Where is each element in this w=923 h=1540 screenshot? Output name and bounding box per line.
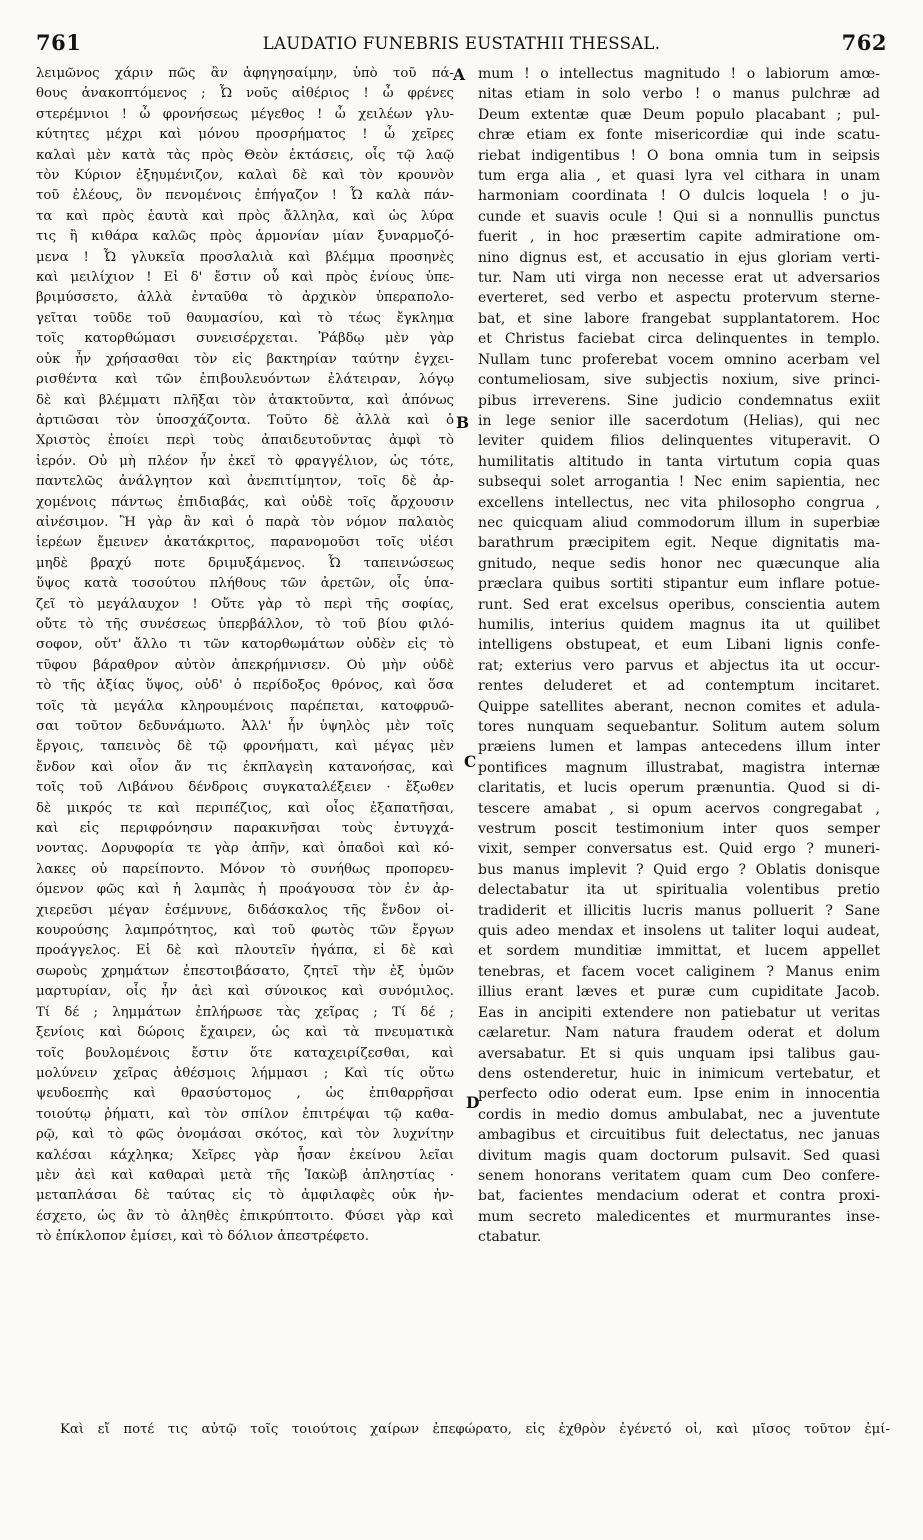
text-line: μολύνειν χεῖρας ἀθέσμοις λήμμασι ; Καὶ τίς οὕτω bbox=[36, 1065, 454, 1081]
text-line: tescere amabat , si opum acervos congregabat , bbox=[478, 800, 880, 817]
text-line: contumeliosam, sive subjectis noxium, sive princi- bbox=[478, 372, 880, 389]
text-line: καὶ μειλίχιον ! Εἰ δ' ἔστιν οὗ καὶ πρὸς ἐνίους ὑπε- bbox=[36, 270, 454, 286]
text-line: senem honorans veritatem quam cum Deo confere- bbox=[478, 1167, 880, 1184]
text-line: perfecto odio oderat eum. Ipse enim in innocentia bbox=[478, 1086, 880, 1103]
text-line: gnitudo, neque sedis honor nec quæcunque alia bbox=[478, 555, 880, 572]
text-line: pontifices magnum illustrabat, magistra internæ bbox=[478, 759, 880, 776]
text-line: βριμύσσετο, ἀλλὰ ἐνταῦθα τὸ ἀρχικὸν ὑπεραπολο- bbox=[36, 290, 454, 306]
text-line: et Christus faciebat circa delinquentes in templo. bbox=[478, 331, 880, 348]
text-line: dens ostenderetur, huic in inimicum vertebatur, et bbox=[478, 1065, 880, 1082]
text-line: nitas etiam in solo verbo ! o manus pulchræ ad bbox=[478, 86, 880, 103]
text-line: αἰνέσιμον. Ἢ γὰρ ἂν καὶ ὁ παρὰ τὸν νόμον παλαιὸς bbox=[36, 514, 454, 530]
text-line: bat, facientes mendacium oderat et contra proxi- bbox=[478, 1188, 880, 1205]
text-line: Quippe satellites aberant, necnon comites et adula- bbox=[478, 698, 880, 715]
text-line: μὲν ἀεὶ καὶ καθαραὶ μετὰ τῆς Ἰακὼβ ἀπληστίας · bbox=[36, 1167, 454, 1183]
text-line: θους ἀνακοπτόμενος ; Ὦ νοῦς αἰθέριος ! ὦ φρένες bbox=[36, 86, 454, 102]
text-line: νοντας. Δορυφορία τε γὰρ ἀπῆν, καὶ ὀπαδοὶ καὶ κό- bbox=[36, 841, 454, 857]
text-line: chræ etiam ex fonte misericordiæ qui inde scatu- bbox=[478, 127, 880, 144]
text-line: cælaretur. Nam natura fraudem oderat et dolum bbox=[478, 1025, 880, 1042]
text-line: καὶ εἰς περιφρόνησιν παρακινῆσαι τοὺς ἐντυγχά- bbox=[36, 821, 454, 837]
text-line: όμενον φῶς καὶ ἡ λαμπὰς ἡ προάγουσα τὸν ἐν ἀρ- bbox=[36, 882, 454, 898]
text-line: μεταπλάσαι δὲ ταύτας εἰς τὸ ἀμφιλαφὲς οὐκ ἠν- bbox=[36, 1188, 454, 1204]
text-line: rat; exterius vero parvus et abjectus ita ut occur- bbox=[478, 657, 880, 674]
text-line: δὲ καὶ βλέμματι πλῆξαι τὸν ἀτακτοῦντα, καὶ ἀπόνως bbox=[36, 392, 454, 408]
text-line: ψευδοεπὴς καὶ θρασύστομος , ὡς ἐπιθαρρῆσαι bbox=[36, 1086, 454, 1102]
text-line: ρῷ, καὶ τὸ φῶς ὀνομάσαι σκότος, καὶ τὸν λυχνίτην bbox=[36, 1127, 454, 1143]
text-line: παντελῶς ἀνάλγητον καὶ ἀνεπιτίμητον, τοῖς δὲ ἀρ- bbox=[36, 474, 454, 490]
text-line: Eas in ancipiti extendere non patiebatur ut veritas bbox=[478, 1004, 880, 1021]
text-line: claritatis, et lucis operum prænuntia. Quod si di- bbox=[478, 780, 880, 797]
text-line: nino dignus est, et accusatio in ejus gloriam verti- bbox=[478, 249, 880, 266]
text-line: ζεῖ τὸ μεγάλαυχον ! Οὔτε γὰρ τὸ περὶ τῆς σοφίας, bbox=[36, 596, 454, 612]
text-line: τοῖς κατορθώμασι συνεισέρχεται. Ῥάβδῳ μὲν γὰρ bbox=[36, 331, 454, 347]
text-line: pibus irreverens. Sine judicio condemnatus exiit bbox=[478, 392, 880, 409]
latin-column bbox=[478, 64, 880, 1248]
text-line: bat, et sine labore frangebat supplantatorem. Hoc bbox=[478, 310, 880, 327]
text-line: ρισθέντα καὶ τῶν ἐπιβουλευόντων ἐλάτειραν, λόγῳ bbox=[36, 372, 454, 388]
text-line: præclara quibus sortiti stipantur eum inflare potue- bbox=[478, 576, 880, 593]
text-line: προάγγελος. Εἰ δὲ καὶ πλουτεῖν ἠγάπα, εἰ δὲ καὶ bbox=[36, 943, 454, 959]
text-line: τοῖς τοῦ Λιβάνου δένδροις συγκαταλέξειεν · ἔξωθεν bbox=[36, 780, 454, 796]
text-line: riebat indigentibus ! O bona omnia tum in seipsis bbox=[478, 147, 880, 164]
text-line: ἱερόν. Οὐ μὴ πλέον ἦν ἐκεῖ τὸ φραγγέλιον, ὡς τότε, bbox=[36, 453, 454, 469]
text-line: tores nunquam sequebantur. Solitum autem solum bbox=[478, 719, 880, 735]
page-number-left: 761 bbox=[36, 30, 82, 55]
text-line: ξενίοις καὶ δώροις ἔχαιρεν, ὡς καὶ τὰ πνευματικὰ bbox=[36, 1025, 454, 1041]
text-line: σαι τοῦτον δεδυνάμωτο. Ἀλλ' ἦν ὑψηλὸς μὲν τοῖς bbox=[36, 719, 454, 734]
text-line: γεῖται τοῦδε τοῦ θαυμασίου, καὶ τὸ τέως ἔγκλημα bbox=[36, 310, 454, 326]
text-line: barathrum præcipitem egit. Neque dignitatis ma- bbox=[478, 535, 880, 552]
text-line: cunde et suavis ocule ! Qui si a nonnullis punctus bbox=[478, 208, 880, 225]
text-line: præiens lumen et lampas antecedens illum inter bbox=[478, 739, 880, 756]
text-line: μαρτυρίαν, οἷς ἦν ἀεὶ καὶ σύνοικος καὶ συνόμιλος. bbox=[36, 984, 454, 1000]
text-line: fuerit , in hoc præsertim capite admiratione om- bbox=[478, 229, 880, 246]
text-line: ἔνδον καὶ οἷον ἄν τις ἐκπλαγεὶη κατανοήσας, καὶ bbox=[36, 759, 454, 775]
text-line: et sordem munditiæ immittat, et lucem appellet bbox=[478, 943, 880, 960]
text-line: χιερεῦσι μέγαν ἐσέμνυνε, διδάσκαλος τῆς ἔνδον οἰ- bbox=[36, 902, 454, 918]
section-marker-a: A bbox=[453, 65, 466, 84]
text-line: Nullam tunc proferebat vocem omnino acerbam vel bbox=[478, 351, 880, 368]
text-line: τα καὶ πρὸς ἑαυτὰ καὶ πρὸς ἄλληλα, καὶ ὡς λύρα bbox=[36, 208, 454, 224]
text-line: runt. Sed erat excelsus operibus, conscientia autem bbox=[478, 596, 880, 613]
text-line: λειμῶνος χάριν πῶς ἂν ἀφηγησαίμην, ὑπὸ τοῦ πά- bbox=[36, 66, 454, 81]
text-line: λακες οὐ παρείποντο. Μόνον τὸ συνήθως προπορευ- bbox=[36, 861, 454, 877]
text-line: vixit, semper conversatus est. Quid ergo ? muneri- bbox=[478, 841, 880, 858]
text-line: ὕψος κατὰ τοσούτου πλήθους τῶν ἀρετῶν, οἷς ὑπα- bbox=[36, 576, 454, 592]
text-line: mum secreto maledicentes et murmurantes inse- bbox=[478, 1208, 880, 1225]
text-line: στερέμνιοι ! ὦ φρονήσεως μέγεθος ! ὦ χειλέων γλυ- bbox=[36, 106, 454, 122]
text-line: mum ! o intellectus magnitudo ! o labiorum amœ- bbox=[478, 66, 880, 82]
text-line: τοῦ ἐλέους, ὃν πενομένοις ἐπήγαζον ! Ὦ καλὰ πάν- bbox=[36, 188, 454, 204]
text-line: tur. Nam uti virga non necesse erat ut adversarios bbox=[478, 270, 880, 287]
text-line: τὸν Κύριον ἐξηυμένιζον, καλαὶ δὲ καὶ τὸν κρουνὸν bbox=[36, 168, 454, 184]
text-line: μηδὲ βραχύ ποτε δριμυξάμενος. Ὦ ταπεινώσεως bbox=[36, 555, 454, 571]
text-line: intelligens obstupeat, et eum Libani lignis confe- bbox=[478, 637, 880, 654]
footer-greek-line: Καὶ εἴ ποτέ τις αὐτῷ τοῖς τοιούτοις χαίρων ἐπεφώρατο, εἰς ἐχθρὸν ἐγένετό οἱ, καὶ μῖσος τοῦτον ἐμί- bbox=[60, 1422, 890, 1437]
text-line: τις ἢ κιθάρα καλῶς πρὸς ἁρμονίαν μίαν ξυναρμοζό- bbox=[36, 229, 454, 245]
text-line: σωροὺς χρημάτων ἐπεστοιβάσατο, ζητεῖ τὴν ἐξ ὑμῶν bbox=[36, 963, 454, 979]
text-line: οὐκ ἦν χρήσασθαι τὸν εἰς βακτηρίαν ταύτην ἐγχει- bbox=[36, 351, 454, 367]
text-line: ambagibus et circuitibus fuit delectatus, nec januas bbox=[478, 1127, 880, 1144]
text-line: σοφον, οὔτ' ἄλλο τι τῶν κατορθωμάτων οὐδὲν εἰς τὸ bbox=[36, 637, 454, 653]
section-marker-d: D bbox=[466, 1093, 480, 1112]
text-line: everteret, sed verbo et aspectu protervum sterne- bbox=[478, 290, 880, 307]
text-line: ἱερέων ἔμεινεν ἀκατάκριτος, παρανομοῦσι τοῖς υἱέσι bbox=[36, 535, 454, 551]
text-line: τοιούτῳ ῥήματι, καὶ τὸν σπίλον ἐπιτρέψαι τῷ καθα- bbox=[36, 1106, 454, 1122]
text-line: κουρούσης λαμπρότητος, καὶ τοῦ φωτὸς τῶν ἔργων bbox=[36, 923, 454, 939]
text-line: divitum magis quam doctorum pulsavit. Sed quasi bbox=[478, 1147, 880, 1164]
section-marker-c: C bbox=[464, 752, 477, 771]
text-line: tum erga alia , et quasi lyra vel cithara in unam bbox=[478, 168, 880, 185]
text-line: tradiderit et illicitis lucris manus polluerit ? Sane bbox=[478, 902, 880, 919]
text-line: τὸ ἐπίκλοπον ἐμίσει, καὶ τὸ δόλιον ἀπεστρέφετο. bbox=[36, 1229, 369, 1245]
text-line: excellens intellectus, nec vita philosopho congrua , bbox=[478, 494, 880, 511]
running-title: LAUDATIO FUNEBRIS EUSTATHII THESSAL. bbox=[262, 34, 661, 53]
text-line: tenebras, et facem vocet caliginem ? Manus enim bbox=[478, 963, 880, 980]
text-line: ἔργοις, ταπεινὸς δὲ τῷ φρονήματι, καὶ μέγας μὲν bbox=[36, 739, 454, 755]
text-line: οὔτε τὸ τῆς συνέσεως ὑπερβάλλον, τὸ τοῦ βίου φιλό- bbox=[36, 616, 454, 632]
text-line: bus manus implevit ? Quid ergo ? Oblatis donisque bbox=[478, 861, 880, 878]
text-line: καλέσαι κάχληκα; Χεῖρες γὰρ ἦσαν ἐκείνου λεῖαι bbox=[36, 1147, 454, 1163]
text-line: illius erant læves et puræ cum cupiditate Jacob. bbox=[478, 984, 880, 1001]
text-line: τοῖς τὰ μεγάλα κληρουμένοις παρέπεται, κατοφρυῶ- bbox=[36, 698, 454, 714]
text-line: Τί δέ ; λημμάτων ἐπλήρωσε τὰς χεῖρας ; Τί δέ ; bbox=[36, 1004, 454, 1020]
text-line: subsequi solet arrogantia ! Nec enim sapientia, nec bbox=[478, 474, 880, 491]
text-line: δὲ μικρός τε καὶ περιπέζιος, καὶ οἷος ἐξαπατῆσαι, bbox=[36, 800, 454, 816]
text-line: humilitatis altitudo in tanta virtutum copia quas bbox=[478, 453, 880, 470]
text-line: ἀρτιῶσαι τὸν ὑποσχάζοντα. Τοῦτο δὲ ἀλλὰ καὶ ὁ bbox=[36, 412, 454, 428]
text-line: έσχετο, ὡς ἂν τὸ ἀληθὲς ἐπικρύπτοιτο. Φύσει γὰρ καὶ bbox=[36, 1208, 454, 1224]
text-line: in lege senior ille sacerdotum (Helias), qui nec bbox=[478, 412, 880, 429]
text-line: vestrum poscit testimonium inter quos semper bbox=[478, 821, 880, 838]
text-line: τὸ τῆς ἀξίας ὕψος, οὐδ' ὁ περίδοξος θρόνος, καὶ ὅσα bbox=[36, 678, 454, 694]
text-line: Χριστὸς ἐποίει περὶ τοὺς ἀπαιδευτοῦντας ἀμφὶ τὸ bbox=[36, 433, 454, 449]
text-line: harmoniam coordinata ! O dulcis loquela ! o ju- bbox=[478, 188, 880, 205]
text-line: nec quicquam aliud commodorum illum in superbiæ bbox=[478, 514, 880, 531]
text-line: καλαὶ μὲν κατὰ τὰς πρὸς Θεὸν ἐκτάσεις, οἷς τῷ λαῷ bbox=[36, 147, 454, 163]
text-line: quis adeo mendax et insolens ut taliter loqui audeat, bbox=[478, 923, 880, 940]
greek-column bbox=[36, 64, 454, 1248]
section-marker-b: B bbox=[456, 413, 470, 432]
text-line: leviter quidem filios delinquentes vituperavit. O bbox=[478, 433, 880, 450]
text-line: delectabatur ita ut spiritualia volentibus pretio bbox=[478, 882, 880, 899]
text-line: rentes deluderet et ad contemptum incitaret. bbox=[478, 678, 880, 695]
text-line: τοῖς βουλομένοις ἔστιν ὅτε καταχειρίζεσθαι, καὶ bbox=[36, 1045, 454, 1061]
page-number-right: 762 bbox=[841, 30, 887, 55]
text-line: aversabatur. Et si quis unquam ipsi talibus gau- bbox=[478, 1045, 880, 1062]
text-line: χομένοις πάντως ἐπιδιαβάς, καὶ οὐδὲ τοῖς ἄρχουσιν bbox=[36, 494, 454, 510]
text-line: κύτητες μέχρι καὶ μόνου προσρήματος ! ὦ χεῖρες bbox=[36, 127, 454, 143]
text-line: cordis in medio domus ambulabat, nec a juventute bbox=[478, 1106, 880, 1123]
running-header bbox=[0, 30, 923, 60]
text-line: Deum extentæ quæ Deum populo placabant ; pul- bbox=[478, 106, 880, 123]
text-line: ctabatur. bbox=[478, 1229, 542, 1246]
text-line: humilis, interius quidem magnus ita ut quilibet bbox=[478, 616, 880, 633]
text-line: τῦφου βάραθρον αὐτὸν ἀπεκρήμνισεν. Οὐ μὴν οὐδὲ bbox=[36, 657, 454, 673]
text-line: μενα ! Ὦ γλυκεῖα προσλαλιὰ καὶ βλέμμα προσηνὲς bbox=[36, 249, 454, 265]
